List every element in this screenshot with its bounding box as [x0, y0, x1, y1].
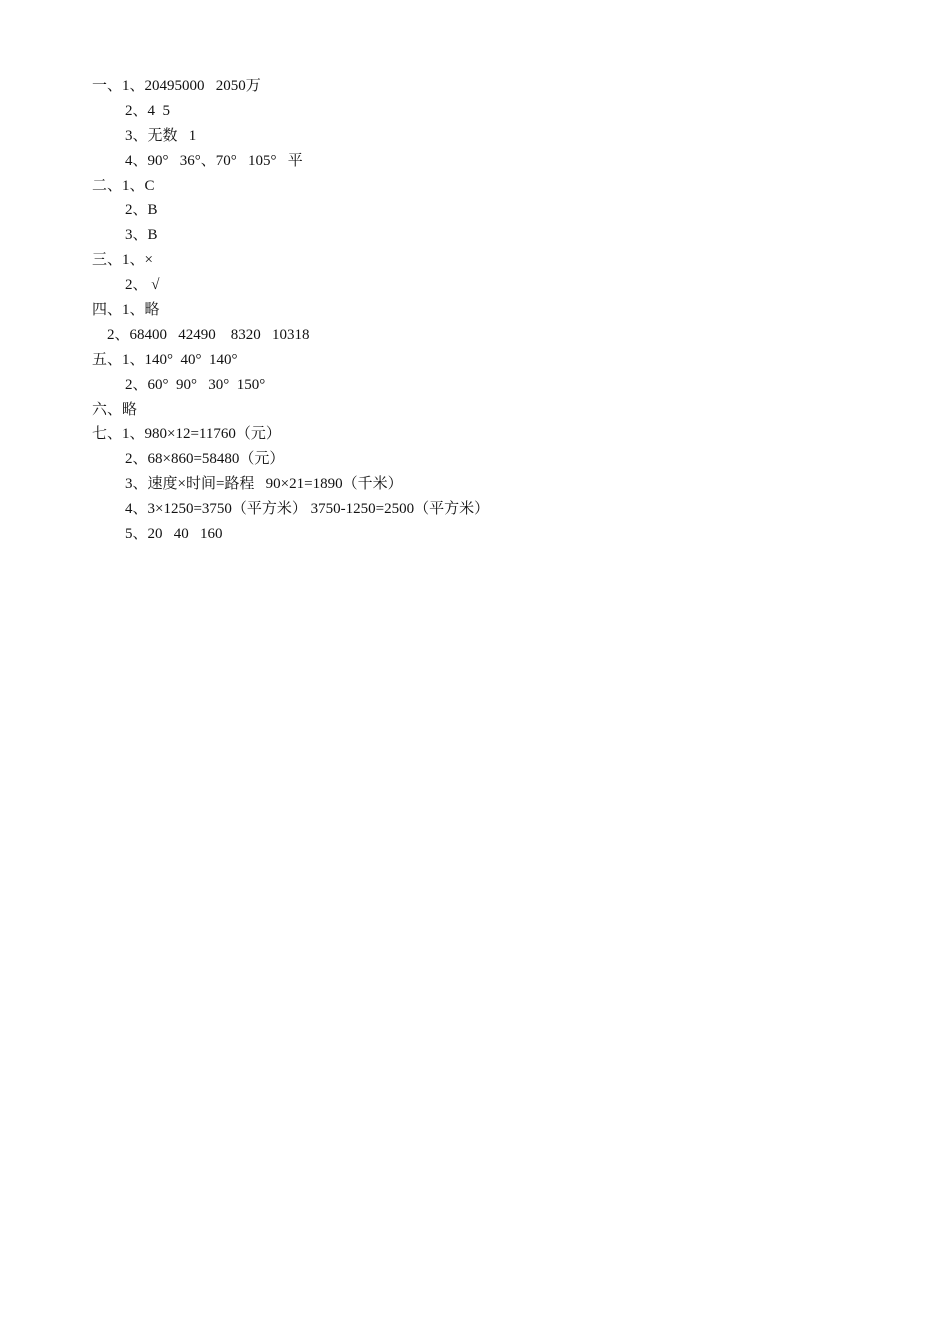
answer-list: [92, 74, 872, 547]
answer-line: 2、 √: [125, 277, 160, 294]
answer-line: 2、60° 90° 30° 150°: [125, 376, 266, 393]
answer-line: 六、略: [92, 401, 138, 418]
answer-line: 2、4 5: [125, 102, 171, 119]
answer-line: 四、1、略: [92, 302, 160, 319]
answer-line: 五、1、140° 40° 140°: [92, 351, 238, 368]
answer-line: 3、速度×时间=路程 90×21=1890（千米）: [125, 476, 403, 493]
answer-line: 一、1、20495000 2050万: [92, 78, 261, 94]
answer-line: 二、1、C: [92, 177, 155, 194]
answer-line: 4、3×1250=3750（平方米） 3750-1250=2500（平方米）: [125, 501, 490, 518]
answer-line: 5、20 40 160: [125, 526, 223, 543]
answer-line: 4、90° 36°、70° 105° 平: [125, 152, 303, 169]
answer-line: 七、1、980×12=11760（元）: [92, 426, 281, 443]
answer-line: 三、1、×: [92, 252, 153, 269]
answer-line: 2、68400 42490 8320 10318: [107, 326, 310, 343]
answer-line: 3、无数 1: [125, 127, 197, 144]
answer-line: 2、68×860=58480（元）: [125, 451, 285, 468]
answer-line: 2、B: [125, 202, 158, 219]
answer-line: 3、B: [125, 227, 158, 244]
